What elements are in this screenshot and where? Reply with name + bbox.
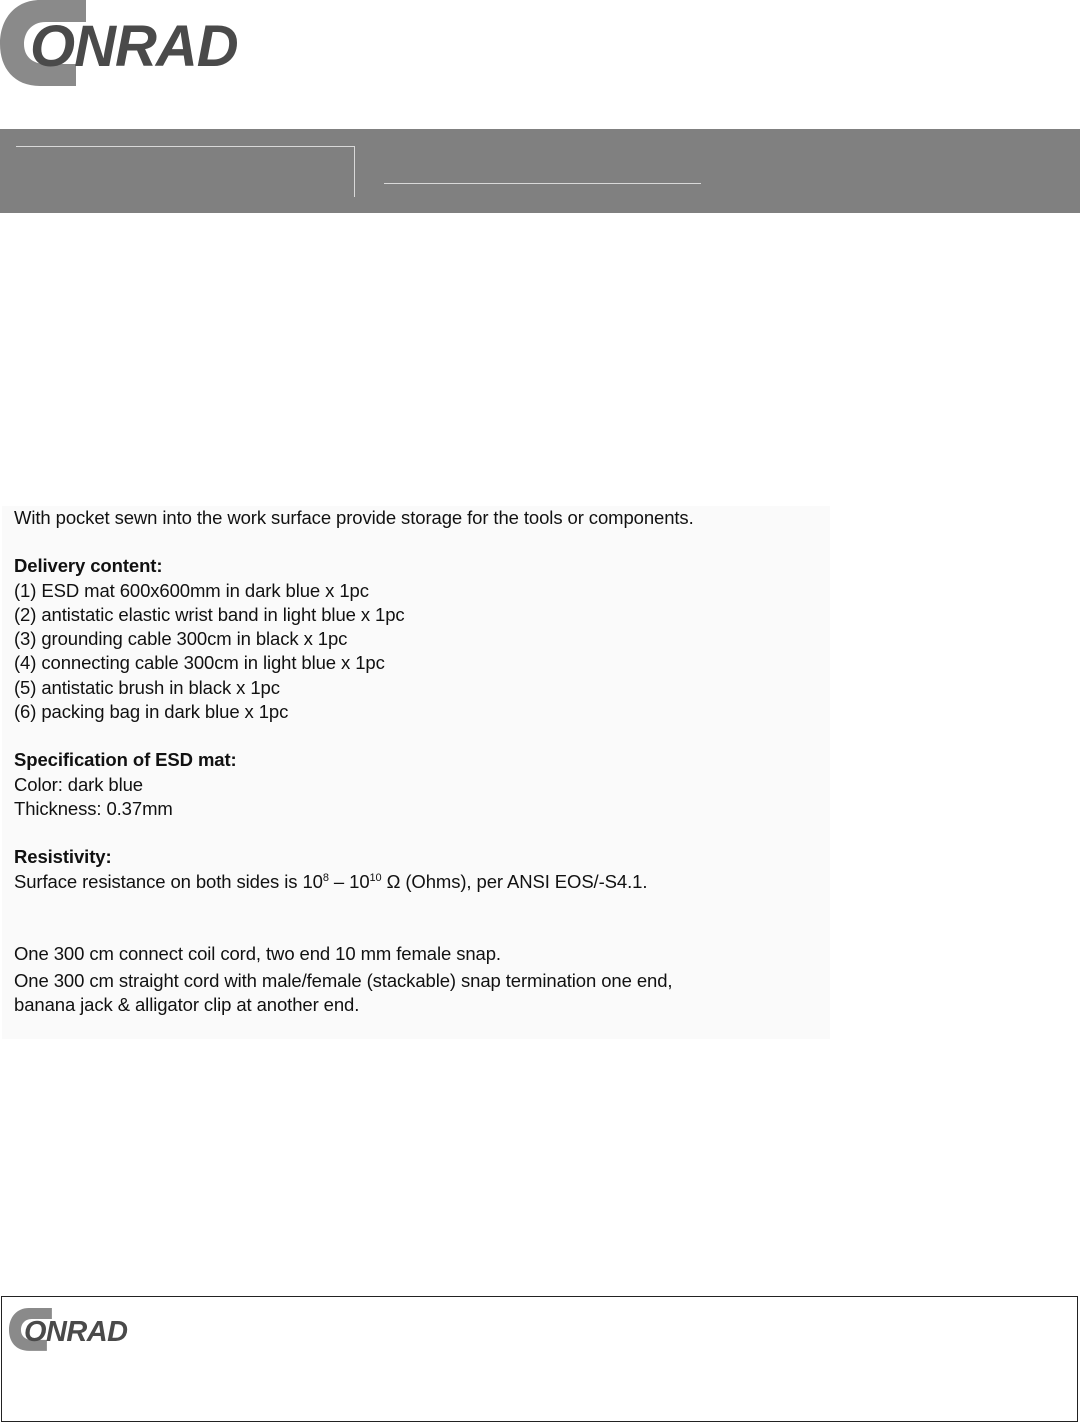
straight-cord-text-cont: banana jack & alligator clip at another end. — [14, 994, 360, 1016]
delivery-item: (5) antistatic brush in black x 1pc — [14, 676, 280, 698]
delivery-item: (3) grounding cable 300cm in black x 1pc — [14, 628, 348, 650]
resistivity-text: Surface resistance on both sides is $10^8 - 10^{10}$ Ω (Ohms), per ANSI EOS/-S4.1. — [14, 870, 648, 892]
delivery-item: (2) antistatic elastic wrist band in light blue x 1pc — [14, 603, 405, 625]
svg-text:ONRAD: ONRAD — [23, 1315, 128, 1348]
conrad-logo — [0, 0, 345, 86]
spec-color: Color: dark blue — [14, 773, 143, 795]
delivery-item: (1) ESD mat 600x600mm in dark blue x 1pc — [14, 579, 369, 601]
footer-box — [1, 1296, 1078, 1422]
delivery-item: (4) connecting cable 300cm in light blue x 1pc — [14, 652, 385, 674]
conrad-logo-small — [9, 1308, 181, 1354]
resistivity-heading: Resistivity: — [14, 846, 112, 868]
header-band-left-box — [16, 146, 355, 197]
delivery-heading: Delivery content: — [14, 555, 163, 577]
coil-cord-text: One 300 cm connect coil cord, two end 10 mm female snap. — [14, 942, 501, 964]
intro-text: With pocket sewn into the work surface provide storage for the tools or components. — [14, 507, 694, 528]
spec-heading: Specification of ESD mat: — [14, 749, 237, 771]
straight-cord-text: One 300 cm straight cord with male/female (stackable) snap termination one end, — [14, 970, 673, 992]
svg-text:ONRAD: ONRAD — [30, 14, 238, 79]
delivery-item: (6) packing bag in dark blue x 1pc — [14, 701, 289, 723]
product-description — [2, 506, 830, 1039]
spec-thickness: Thickness: 0.37mm — [14, 797, 173, 819]
header-band-right-line — [384, 183, 701, 184]
